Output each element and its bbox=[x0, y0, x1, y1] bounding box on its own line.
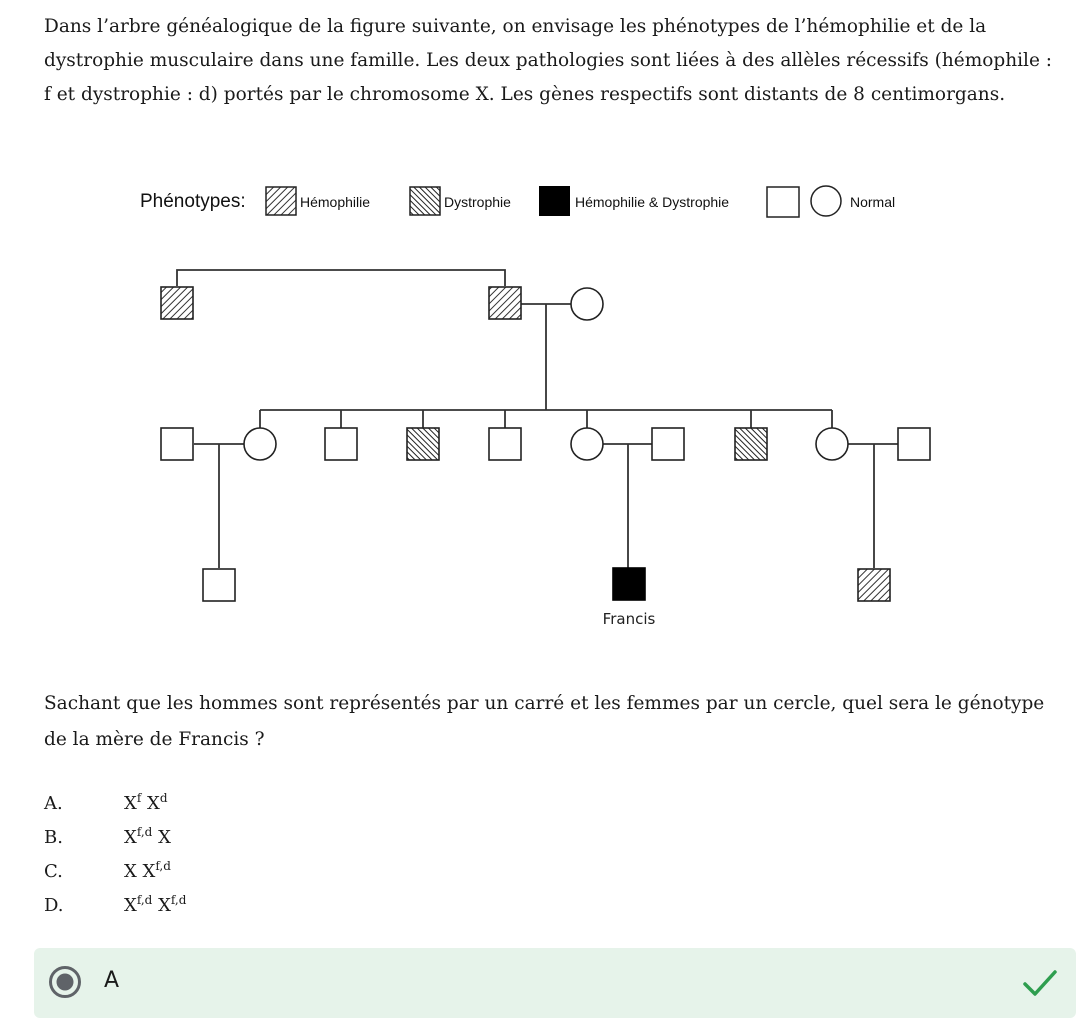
option-b bbox=[44, 820, 186, 854]
option-genotype: X X$^{f,d}$ bbox=[124, 858, 171, 882]
option-letter: D. bbox=[44, 894, 64, 916]
legend-normal-male-symbol bbox=[767, 187, 799, 217]
option-letter: A. bbox=[44, 792, 63, 814]
gen2-francis-mother bbox=[571, 428, 603, 460]
gen3-francis-both bbox=[613, 568, 645, 600]
legend-normal-label: Normal bbox=[850, 194, 896, 210]
option-d bbox=[44, 888, 186, 922]
legend-hemophilia-label: Hémophilie bbox=[300, 194, 371, 210]
answer-choice-row[interactable] bbox=[34, 948, 1076, 1018]
gen2-son-normal bbox=[325, 428, 357, 460]
pedigree-diagram bbox=[0, 170, 1090, 650]
answer-label: A bbox=[104, 968, 120, 993]
gen2-spouse-male-normal bbox=[161, 428, 193, 460]
option-genotype: $X^f$ $X^d$ bbox=[124, 790, 168, 814]
option-a bbox=[44, 786, 186, 820]
legend-both-label: Hémophilie & Dystrophie bbox=[575, 194, 730, 210]
gen3-son-normal bbox=[203, 569, 235, 601]
checkmark-icon bbox=[1022, 966, 1058, 1000]
gen2-daughter-normal bbox=[244, 428, 276, 460]
option-letter: B. bbox=[44, 826, 63, 848]
radio-selected-icon[interactable] bbox=[48, 965, 82, 999]
gen2-son-normal bbox=[489, 428, 521, 460]
gen1-mother-normal bbox=[571, 288, 603, 320]
option-c bbox=[44, 854, 186, 888]
francis-label: Francis bbox=[602, 610, 656, 628]
pedigree-lines bbox=[177, 270, 898, 568]
gen2-son-dystrophy bbox=[735, 428, 767, 460]
intro-paragraph: Dans l’arbre généalogique de la figure suivante, on envisage les phénotypes de l’hémophilie et de la dystrophie musculaire dans une famille. Les deux pathologies sont liées à des allèles récessifs (hémophile : f et dystrophie : d) portés par le chromosome X. Les gènes respectifs sont distants de 8 centimorgans. bbox=[44, 16, 1053, 105]
legend-title: Phénotypes: bbox=[140, 191, 246, 212]
gen1-father-hemophilia bbox=[489, 287, 521, 319]
gen1-male-hemophilia bbox=[161, 287, 193, 319]
gen2-son-dystrophy bbox=[407, 428, 439, 460]
question-text: Sachant que les hommes sont représentés par un carré et les femmes par un cercle, quel sera le génotype de la mère de Francis ? bbox=[44, 693, 1045, 750]
legend-dystrophy-label: Dystrophie bbox=[444, 194, 511, 210]
gen2-spouse-male-normal bbox=[898, 428, 930, 460]
gen2-daughter-normal bbox=[816, 428, 848, 460]
legend-hemophilia-symbol bbox=[266, 187, 296, 215]
option-letter: C. bbox=[44, 860, 63, 882]
pedigree-figure bbox=[0, 170, 1090, 650]
option-genotype: X$^{f,d}$ X bbox=[124, 824, 171, 848]
option-genotype: X$^{f,d}$ X$^{f,d}$ bbox=[124, 892, 187, 916]
legend-both-symbol bbox=[539, 186, 570, 216]
gen2-francis-father bbox=[652, 428, 684, 460]
legend-dystrophy-symbol bbox=[410, 187, 440, 215]
legend-normal-female-symbol bbox=[811, 186, 841, 216]
gen3-son-hemophilia bbox=[858, 569, 890, 601]
options-list bbox=[44, 786, 186, 922]
